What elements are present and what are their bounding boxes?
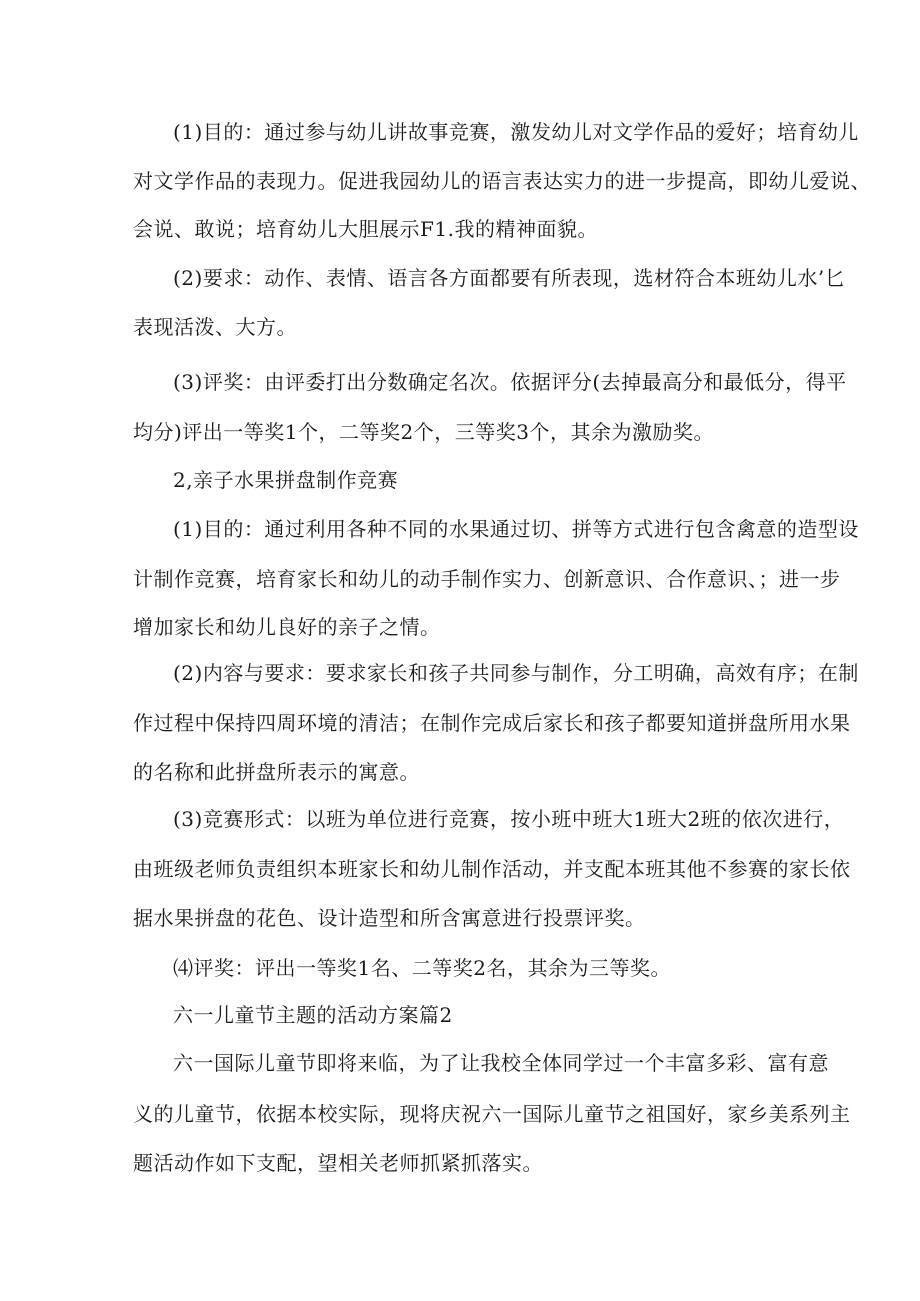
text-line: 由班级老师负责组织本班家长和幼儿制作活动，并支配本班其他不参赛的家长依 xyxy=(133,857,851,881)
text-line: (3)评奖：由评委打出分数确定名次。依据评分(去掉最高分和最低分，得平 xyxy=(173,370,847,394)
section-heading: 六一儿童节主题的活动方案篇2 xyxy=(173,1003,453,1027)
text-line: 六一国际儿童节即将来临，为了让我校全体同学过一个丰富多彩、富有意 xyxy=(173,1051,829,1075)
text-line: 表现活泼、大方。 xyxy=(133,315,297,339)
text-line: 均分)评出一等奖1个，二等奖2个，三等奖3个，其余为激励奖。 xyxy=(133,420,714,444)
text-line: 对文学作品的表现力。促进我园幼儿的语言表达实力的进一步提高，即幼儿爱说、 xyxy=(133,169,871,193)
text-line: (2)要求：动作、表情、语言各方面都要有所表现，选材符合本班幼儿水’匕 xyxy=(173,266,846,290)
section-heading: 2,亲子水果拼盘制作竞赛 xyxy=(173,468,399,492)
text-line: 会说、敢说；培育幼儿大胆展示F1.我的精神面貌。 xyxy=(133,217,598,241)
text-line: ⑷评奖：评出一等奖1名、二等奖2名，其余为三等奖。 xyxy=(173,956,671,980)
text-line: 题活动作如下支配，望相关老师抓紧抓落实。 xyxy=(133,1151,543,1175)
text-line: 计制作竞赛，培育家长和幼儿的动手制作实力、创新意识、合作意识、；进一步 xyxy=(133,567,841,591)
text-line: (3)竞赛形式：以班为单位进行竞赛，按小班中班大1班大2班的依次进行， xyxy=(173,807,845,831)
text-line: 增加家长和幼儿良好的亲子之情。 xyxy=(133,615,441,639)
text-line: (1)目的：通过参与幼儿讲故事竞赛，激发幼儿对文学作品的爱好；培育幼儿 xyxy=(173,120,859,144)
text-line: 据水果拼盘的花色、设计造型和所含寓意进行投票评奖。 xyxy=(133,906,646,930)
text-line: (1)目的：通过利用各种不同的水果通过切、拼等方式进行包含禽意的造型设 xyxy=(173,517,859,541)
text-line: (2)内容与要求：要求家长和孩子共同参与制作，分工明确，高效有序；在制 xyxy=(173,661,859,685)
text-line: 的名称和此拼盘所表示的寓意。 xyxy=(133,760,420,784)
text-line: 作过程中保持四周环境的清洁；在制作完成后家长和孩子都要知道拼盘所用水果 xyxy=(133,711,851,735)
text-line: 义的儿童节，依据本校实际，现将庆祝六一国际儿童节之祖国好，家乡美系列主 xyxy=(133,1102,851,1126)
